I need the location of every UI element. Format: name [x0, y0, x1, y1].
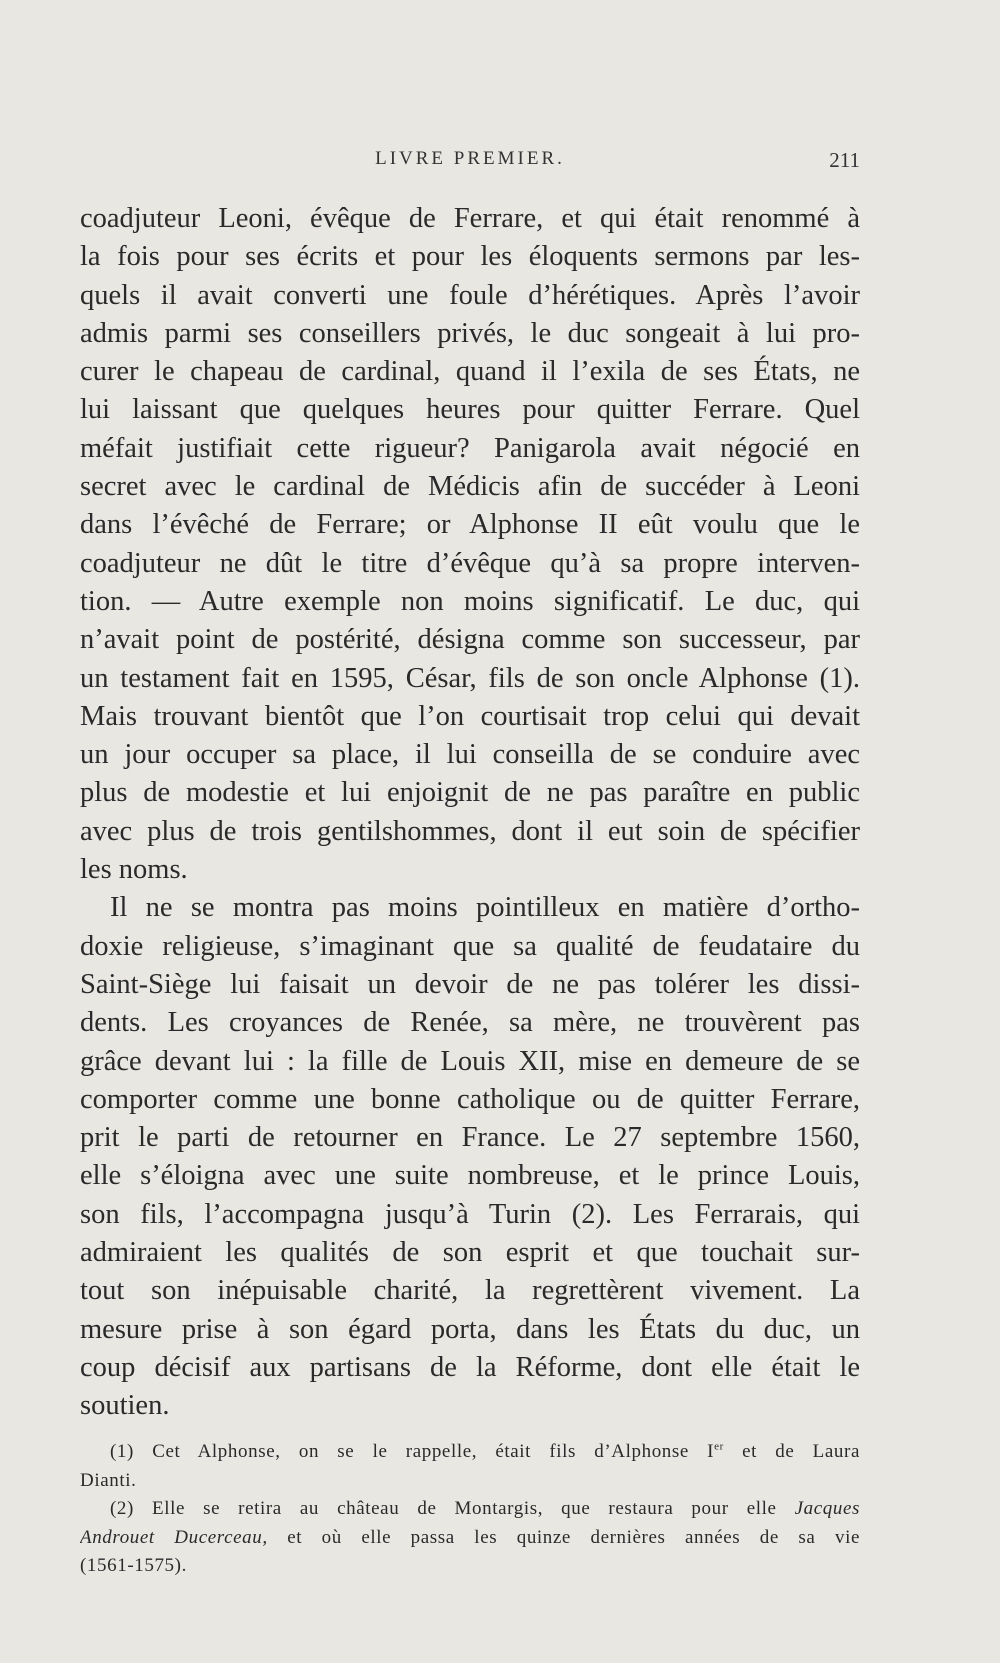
text-line: Mais trouvant bientôt que l’on courtisait trop celui qui devait	[80, 700, 860, 732]
running-head: LIVRE PREMIER.	[375, 148, 565, 169]
text-line: coup décisif aux partisans de la Réforme, dont elle était le	[80, 1351, 860, 1383]
paragraph-end-line: soutien.	[80, 1390, 170, 1422]
body-text	[80, 200, 860, 1426]
footnote-2-end: (1561-1575).	[80, 1555, 187, 1576]
text-line: méfait justifiait cette rigueur? Panigarola avait négocié en	[80, 432, 860, 464]
text-line: coadjuteur ne dût le titre d’évêque qu’à sa propre interven-	[80, 547, 860, 579]
text-line: secret avec le cardinal de Médicis afin de succéder à Leoni	[80, 471, 860, 503]
text-line: un testament fait en 1595, César, fils de son oncle Alphonse (1).	[80, 662, 860, 694]
text-line: tout son inépuisable charité, la regrettèrent vivement. La	[80, 1275, 860, 1307]
text-line: un jour occuper sa place, il lui conseilla de se conduire avec	[80, 739, 860, 771]
footnote-2-continuation	[80, 1524, 860, 1553]
footnote-2	[80, 1495, 860, 1524]
text-line: lui laissant que quelques heures pour quitter Ferrare. Quel	[80, 394, 860, 426]
text-line: coadjuteur Leoni, évêque de Ferrare, et qui était renommé à	[80, 203, 860, 234]
footnote-2-text: (2) Elle se retira au château de Montargis, que restaura pour elle	[110, 1498, 795, 1519]
footnote-1-superscript: er	[714, 1440, 724, 1453]
footnote-2-text: et où elle passa les quinze dernières années de sa vie	[267, 1526, 860, 1548]
text-line: elle s’éloigna avec une suite nombreuse, et le prince Louis,	[80, 1160, 860, 1192]
text-line: admiraient les qualités de son esprit et que touchait sur-	[80, 1237, 860, 1269]
page-header	[80, 148, 860, 178]
footnote-2-italic-name: Androuet Ducerceau,	[80, 1526, 268, 1548]
text-line: prit le parti de retourner en France. Le 27 septembre 1560,	[80, 1122, 860, 1154]
footnote-1-text-end: et de Laura	[723, 1441, 860, 1462]
footnote-1-text: (1) Cet Alphonse, on se le rappelle, était fils d’Alphonse I	[110, 1441, 715, 1462]
text-line: dents. Les croyances de Renée, sa mère, ne trouvèrent pas	[80, 1007, 860, 1039]
text-line: avec plus de trois gentilshommes, dont il eut soin de spécifier	[80, 815, 860, 847]
footnote-1	[80, 1438, 860, 1467]
text-line: plus de modestie et lui enjoignit de ne pas paraître en public	[80, 777, 860, 809]
text-line: doxie religieuse, s’imaginant que sa qualité de feudataire du	[80, 930, 860, 962]
footnote-1-continuation: Dianti.	[80, 1469, 137, 1491]
text-line: grâce devant lui : la fille de Louis XII, mise en demeure de se	[80, 1045, 860, 1077]
text-line: admis parmi ses conseillers privés, le duc songeait à lui pro-	[80, 317, 860, 349]
footnote-2-italic-name: Jacques	[794, 1498, 860, 1519]
text-line: comporter comme une bonne catholique ou de quitter Ferrare,	[80, 1083, 860, 1115]
text-line: Saint-Siège lui faisait un devoir de ne pas tolérer les dissi-	[80, 968, 860, 1000]
text-line: curer le chapeau de cardinal, quand il l’exila de ses États, ne	[80, 356, 860, 388]
page-number: 211	[829, 148, 860, 172]
text-line: tion. — Autre exemple non moins significatif. Le duc, qui	[80, 585, 860, 617]
paragraph-start-line: Il ne se montra pas moins pointilleux en matière d’ortho-	[110, 892, 860, 924]
text-line: dans l’évêché de Ferrare; or Alphonse II eût voulu que le	[80, 509, 860, 541]
text-line: la fois pour ses écrits et pour les éloquents sermons par les-	[80, 241, 860, 273]
footnotes	[80, 1438, 860, 1581]
text-line: quels il avait converti une foule d’hérétiques. Après l’avoir	[80, 279, 860, 311]
text-line: son fils, l’accompagna jusqu’à Turin (2). Les Ferrarais, qui	[80, 1198, 860, 1230]
paragraph-end-line: les noms.	[80, 854, 188, 886]
text-line: n’avait point de postérité, désigna comme son successeur, par	[80, 624, 860, 656]
text-line: mesure prise à son égard porta, dans les États du duc, un	[80, 1313, 860, 1345]
